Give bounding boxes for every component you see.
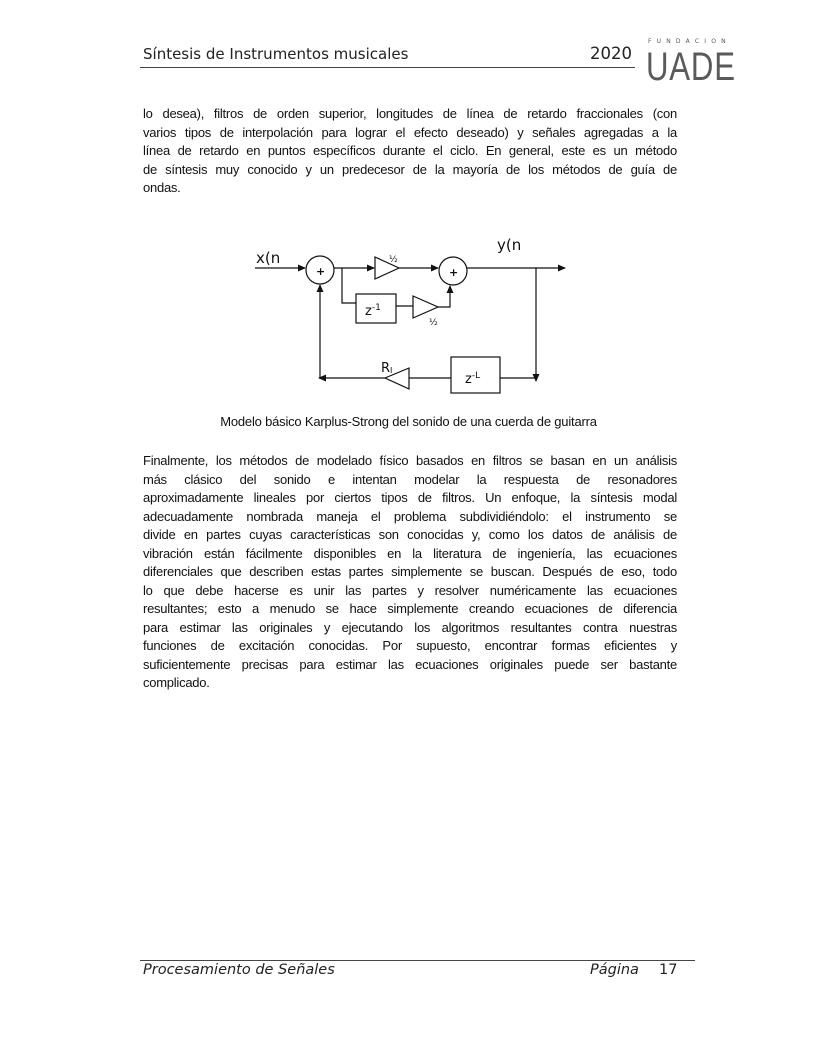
delay-z1-label	[365, 303, 381, 319]
figure-caption: Modelo básico Karplus-Strong del sonido de una cuerda de guitarra	[220, 414, 597, 429]
text-line: varios tipos de interpolación para lograr el efecto deseado) y señales agregadas a la	[143, 124, 677, 140]
feedback-gain-subscript: I	[390, 366, 393, 375]
text-line: lo que debe hacerse es unir las partes y resolver numéricamente las ecuaciones	[143, 582, 677, 598]
text-line: adecuadamente nombrada maneja el problema subdividiéndolo: el instrumento se	[143, 508, 677, 524]
text-line: más clásico del sonido e intentan modelar la respuesta de resonadores	[143, 471, 677, 487]
input-label: x(n	[256, 249, 281, 267]
delay-zL-exponent: -L	[471, 371, 481, 381]
adder-2-sign: +	[449, 266, 459, 279]
footer-subject: Procesamiento de Señales	[143, 962, 335, 978]
text-line: resultantes; esto a menudo se hace simplemente creando ecuaciones de diferencia	[143, 601, 677, 616]
footer-page-label: Página	[590, 962, 639, 978]
text-line: para estimar las originales y ejecutando los algoritmos resultantes contra nuestras	[143, 619, 677, 635]
gain-bottom-label: ½	[429, 318, 438, 328]
text-line: diferenciales que describen estas partes simplemente se buscan. Después de eso, todo	[143, 564, 677, 579]
text-line: Finalmente, los métodos de modelado físico basados en filtros se basan en un análisis	[143, 453, 677, 468]
header-title: Síntesis de Instrumentos musicales	[143, 45, 409, 63]
footer-page-number: 17	[659, 962, 678, 978]
text-line: línea de retardo en puntos específicos durante el ciclo. En general, este es un método	[143, 143, 677, 158]
delay-zL-label	[465, 371, 480, 387]
feedback-gain-symbol: R	[381, 361, 391, 376]
feedback-gain-label	[381, 361, 392, 376]
paragraph-2	[143, 452, 677, 693]
footer-divider	[140, 960, 695, 961]
gain-top-label: ½	[389, 255, 398, 265]
logo-subtitle: FUNDACIÓN	[648, 38, 731, 45]
adder-1-sign: +	[316, 265, 326, 278]
text-line: de síntesis muy conocido y un predecesor de la mayoría de los métodos de guía de	[143, 161, 677, 177]
text-line: ondas.	[143, 180, 181, 195]
text-line: aproximadamente lineales por ciertos tipos de filtros. Un enfoque, la síntesis modal	[143, 490, 677, 505]
logo-wordmark: UADE	[646, 45, 736, 89]
text-line: divide en partes cuyas características son conocidas y, como los datos de análisis de	[143, 527, 677, 542]
text-line: funciones de excitación conocidas. Por supuesto, encontrar formas eficientes y	[143, 638, 677, 653]
text-line: suficientemente precisas para estimar las ecuaciones originales puede ser bastante	[143, 656, 677, 672]
signal-line	[342, 268, 356, 303]
signal-line	[438, 286, 450, 307]
delay-z1-base: z	[365, 304, 372, 319]
header-year: 2020	[590, 44, 632, 63]
delay-z1-exponent: -1	[371, 303, 381, 313]
text-line: lo desea), filtros de orden superior, longitudes de línea de retardo fraccionales (con	[143, 106, 677, 121]
text-line: complicado.	[143, 675, 210, 690]
output-label: y(n	[497, 236, 522, 254]
gain-bottom-triangle	[413, 296, 438, 318]
text-line: vibración están fácilmente disponibles en la literatura de ingeniería, las ecuaciones	[143, 545, 677, 561]
delay-zL-base: z	[465, 372, 472, 387]
